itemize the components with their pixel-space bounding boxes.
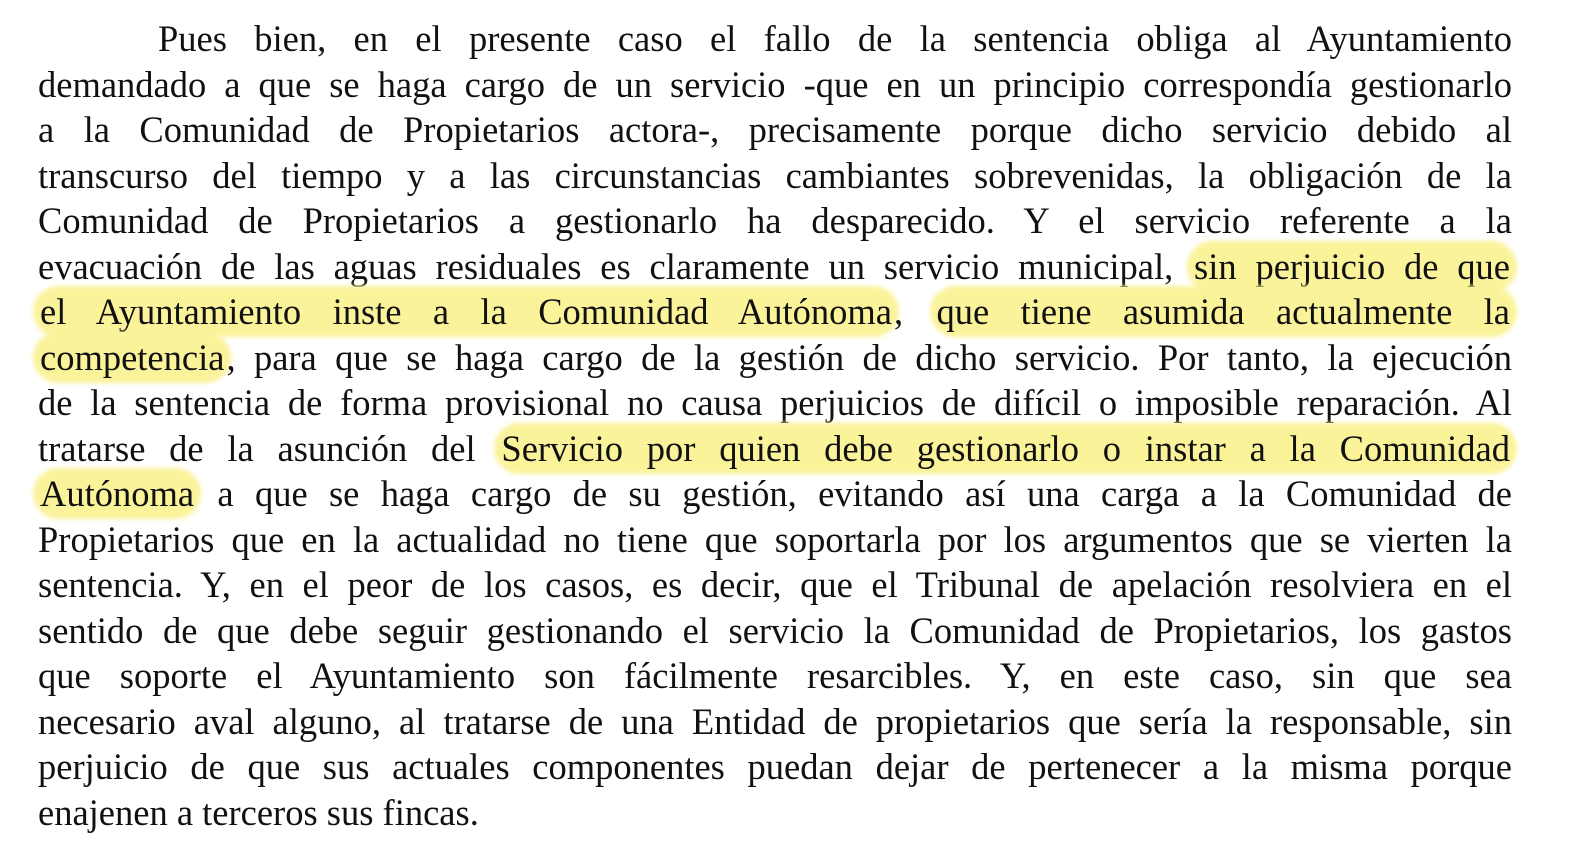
text-line — [38, 608, 1512, 654]
text-segment: , para que se haga cargo de la gestión de dicho servicio. Por tanto, la ejecución — [226, 336, 1512, 378]
text-segment: sentencia. Y, en el peor de los casos, es decir, que el Tribunal de apelación resolviera en el — [38, 564, 1512, 605]
text-segment: perjuicio de que sus actuales componentes puedan dejar de pertenecer a la misma porque — [38, 746, 1512, 787]
text-line — [38, 16, 1512, 62]
text-segment: a que se haga cargo de su gestión, evitando así una carga a la Comunidad de — [196, 473, 1512, 514]
highlighted-text: competencia — [40, 336, 225, 378]
text-segment: Pues bien, en el presente caso el fallo de la sentencia obliga al Ayuntamiento — [158, 18, 1512, 59]
text-line — [38, 198, 1512, 244]
highlighted-text: Servicio por quien debe gestionarlo o instar a la Comunidad — [501, 427, 1510, 469]
text-line — [38, 699, 1512, 745]
text-segment: enajenen a terceros sus fincas. — [38, 791, 479, 833]
text-line — [38, 471, 1512, 517]
text-line — [38, 517, 1512, 563]
text-segment: sentido de que debe seguir gestionando el servicio la Comunidad de Propietarios, los gastos — [38, 609, 1512, 651]
text-segment: necesario aval alguno, al tratarse de una Entidad de propietarios que sería la responsable, sin — [38, 700, 1512, 742]
text-segment: que soporte el Ayuntamiento son fácilmente resarcibles. Y, en este caso, sin que sea — [38, 655, 1512, 696]
text-segment: transcurso del tiempo y a las circunstancias cambiantes sobrevenidas, la obligación de la — [38, 154, 1512, 196]
text-line — [38, 426, 1512, 472]
text-line — [38, 244, 1512, 290]
text-segment: tratarse de la asunción del — [38, 427, 500, 469]
text-line — [38, 289, 1512, 335]
text-line — [38, 562, 1512, 608]
text-line — [38, 107, 1512, 153]
text-segment: Comunidad de Propietarios a gestionarlo ha desparecido. Y el servicio referente a la — [38, 200, 1512, 241]
text-segment: Propietarios que en la actualidad no tiene que soportarla por los argumentos que se vierten la — [38, 518, 1512, 560]
text-segment: a la Comunidad de Propietarios actora-, precisamente porque dicho servicio debido al — [38, 109, 1512, 150]
text-segment: , — [894, 291, 935, 332]
text-segment: demandado a que se haga cargo de un servicio -que en un principio correspondía gestionarlo — [38, 63, 1512, 105]
highlighted-text: sin perjuicio de que — [1194, 245, 1510, 287]
text-line — [38, 62, 1512, 108]
text-segment: de la sentencia de forma provisional no causa perjuicios de difícil o imposible reparación. Al — [38, 382, 1512, 423]
highlighted-text: Autónoma — [40, 473, 195, 514]
text-line — [38, 790, 1512, 836]
text-line — [38, 653, 1512, 699]
highlighted-text: el Ayuntamiento inste a la Comunidad Autónoma — [40, 291, 893, 332]
text-line — [38, 335, 1512, 381]
text-line — [38, 744, 1512, 790]
text-line — [38, 153, 1512, 199]
text-segment: evacuación de las aguas residuales es claramente un servicio municipal, — [38, 245, 1193, 287]
highlighted-text: que tiene asumida actualmente la — [936, 291, 1511, 332]
text-line — [38, 380, 1512, 426]
